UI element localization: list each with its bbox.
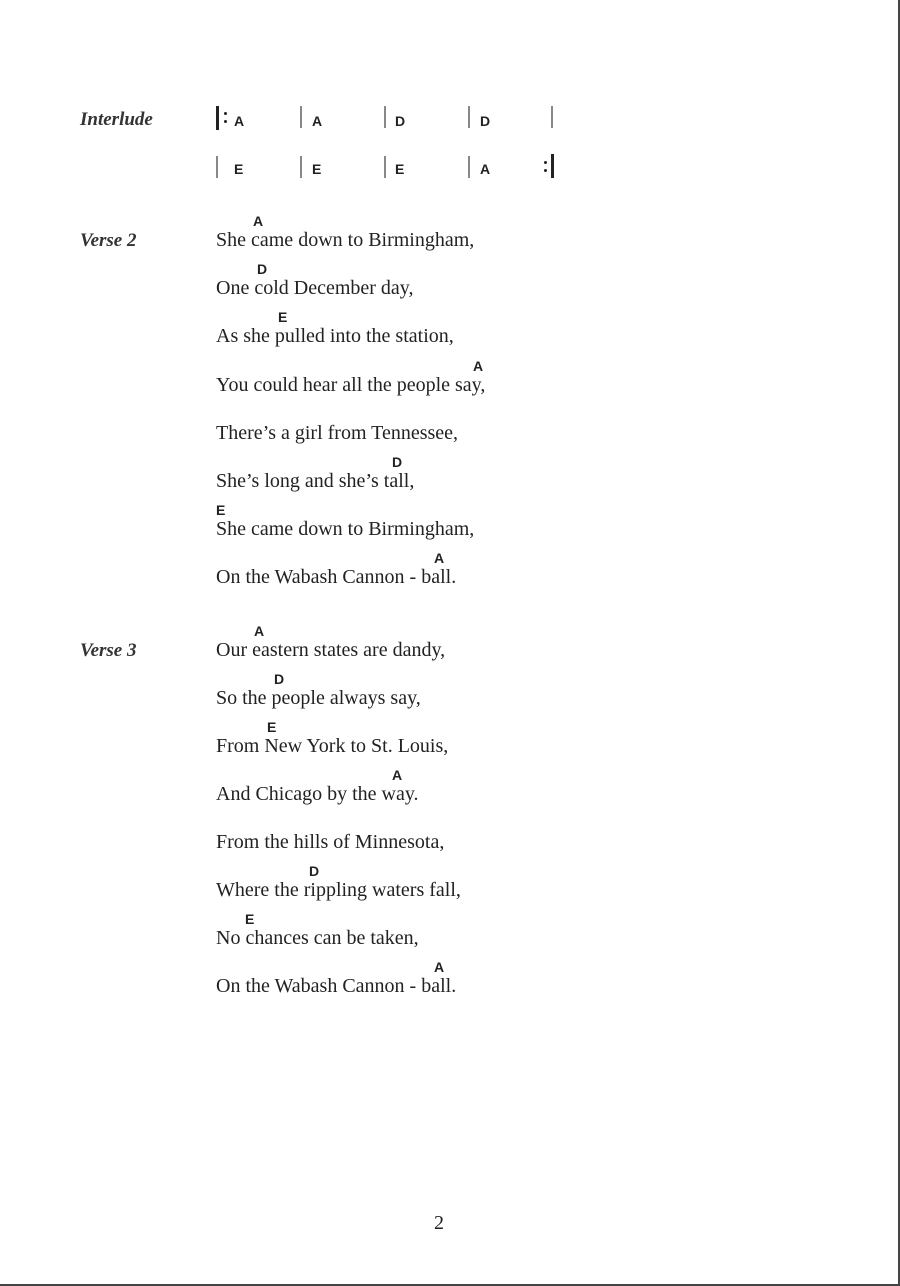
chord-symbol: E — [216, 502, 226, 518]
lyric-line: Our eastern states are dandy, — [216, 639, 446, 661]
chord-symbol: E — [245, 911, 255, 927]
barline — [216, 156, 218, 178]
barline — [300, 156, 302, 178]
chord-symbol: D — [274, 671, 285, 687]
chord-symbol: E — [267, 719, 277, 735]
lyric-line: No chances can be taken, — [216, 927, 419, 949]
repeat-end-barline — [551, 154, 554, 178]
lyric-line: From the hills of Minnesota, — [216, 831, 445, 853]
interlude-chord: A — [312, 113, 323, 129]
interlude-chord: A — [234, 113, 245, 129]
lyric-line: You could hear all the people say, — [216, 374, 486, 396]
barline — [551, 106, 553, 128]
chord-symbol: A — [434, 959, 445, 975]
lyric-line: She came down to Birmingham, — [216, 229, 475, 251]
lyric-line: So the people always say, — [216, 687, 421, 709]
repeat-dot — [544, 169, 547, 172]
lyric-line: And Chicago by the way. — [216, 783, 419, 805]
repeat-dot — [224, 112, 227, 115]
interlude-chord: E — [312, 161, 322, 177]
interlude-chord: D — [395, 113, 406, 129]
page-number: 2 — [434, 1212, 444, 1234]
repeat-dot — [224, 120, 227, 123]
interlude-label: Interlude — [80, 109, 153, 130]
lyric-line: As she pulled into the station, — [216, 325, 454, 347]
interlude-chord: E — [234, 161, 244, 177]
repeat-dot — [544, 161, 547, 164]
barline — [384, 106, 386, 128]
verse-2-label: Verse 2 — [80, 230, 137, 251]
repeat-start-barline — [216, 106, 219, 130]
interlude-chord: A — [480, 161, 491, 177]
lyric-line: One cold December day, — [216, 277, 414, 299]
chord-symbol: D — [309, 863, 320, 879]
verse-3-label: Verse 3 — [80, 640, 137, 661]
chord-symbol: A — [253, 213, 264, 229]
chord-symbol: A — [473, 358, 484, 374]
lyric-line: From New York to St. Louis, — [216, 735, 449, 757]
chord-symbol: A — [392, 767, 403, 783]
chord-symbol: D — [257, 261, 268, 277]
lyric-line: She came down to Birmingham, — [216, 518, 475, 540]
chord-symbol: A — [434, 550, 445, 566]
barline — [468, 106, 470, 128]
barline — [468, 156, 470, 178]
chord-symbol: E — [278, 309, 288, 325]
lyric-line: There’s a girl from Tennessee, — [216, 422, 459, 444]
chord-symbol: A — [254, 623, 265, 639]
lyric-line: On the Wabash Cannon - ball. — [216, 566, 457, 588]
lyric-line: Where the rippling waters fall, — [216, 879, 461, 901]
lyric-line: On the Wabash Cannon - ball. — [216, 975, 457, 997]
barline — [300, 106, 302, 128]
interlude-chord: D — [480, 113, 491, 129]
lyric-line: She’s long and she’s tall, — [216, 470, 415, 492]
interlude-chord: E — [395, 161, 405, 177]
barline — [384, 156, 386, 178]
chord-symbol: D — [392, 454, 403, 470]
